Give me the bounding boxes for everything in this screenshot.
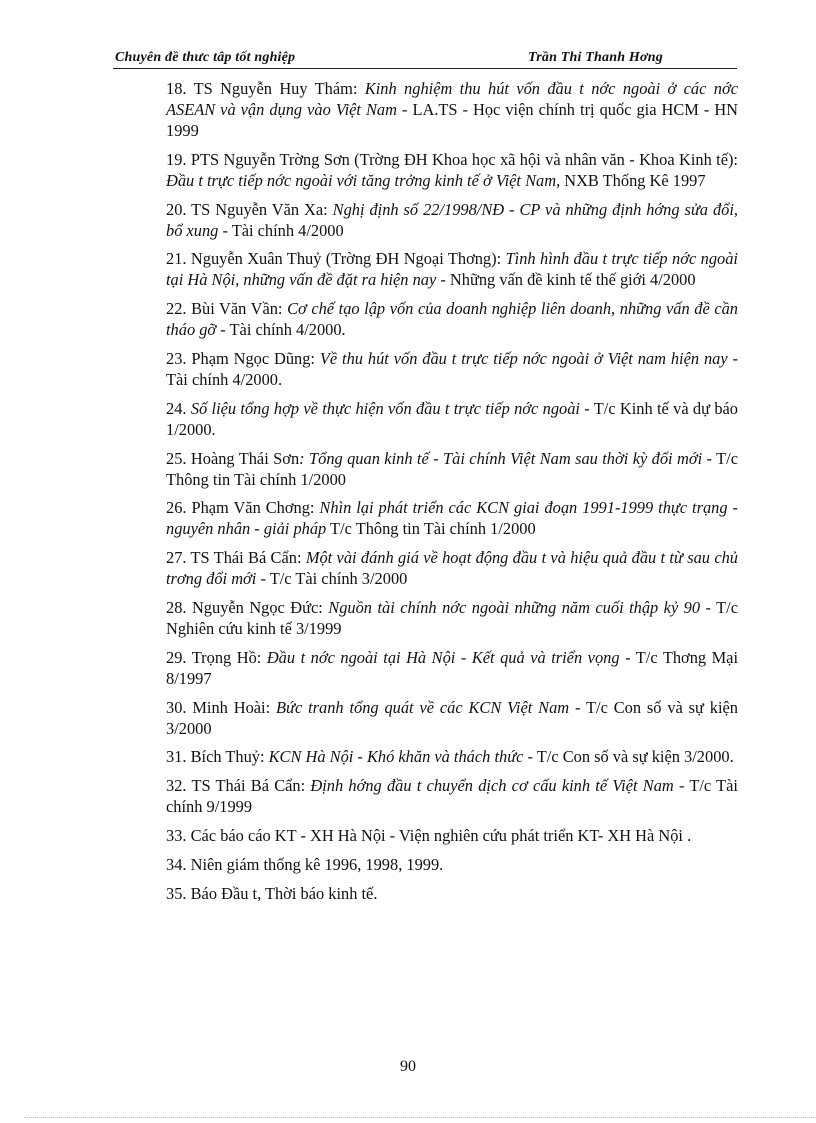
reference-number: 34.: [166, 854, 187, 874]
reference-number: 19.: [166, 149, 187, 169]
reference-title: Kinh nghiệm thu hút vốn đầu t nớc ngoài ở các nớc ASEAN và vận dụng vào Việt Nam: [166, 79, 738, 119]
reference-item: [166, 825, 738, 846]
reference-title: Nhìn lại phát triển các KCN giai đoạn 1991-1999 thực trạng - nguyên nhân - giải pháp: [166, 498, 738, 539]
reference-source: - T/c Con số và sự kiện 3/2000.: [523, 747, 734, 767]
reference-list: [166, 78, 738, 911]
reference-source: - Tài chính 4/2000.: [216, 320, 346, 340]
reference-author: Bùi Văn Vần:: [191, 299, 288, 319]
reference-author: Phạm Văn Chơng:: [191, 498, 320, 518]
reference-source: , NXB Thống Kê 1997: [556, 170, 706, 190]
reference-item: [166, 647, 738, 689]
reference-title: : Tổng quan kinh tế - Tài chính Việt Nam sau thời kỳ đổi mới: [299, 448, 703, 468]
reference-source: - Tài chính 4/2000.: [166, 348, 738, 389]
reference-title: Một vài đánh giá về hoạt động đầu t và hiệu quả đầu t từ sau chủ trơng đổi mới: [166, 548, 738, 589]
reference-author: TS Thái Bá Cẩn:: [191, 776, 311, 796]
reference-author: TS Nguyễn Huy Thám:: [193, 79, 365, 98]
reference-item: [166, 883, 738, 904]
reference-title: KCN Hà Nội - Khó khăn và thách thức: [268, 747, 524, 767]
reference-source: - T/c Nghiên cứu kinh tế 3/1999: [166, 597, 738, 638]
reference-title: Nghị định số 22/1998/NĐ - CP và những định hớng sửa đổi, bổ xung: [166, 199, 738, 240]
reference-title: Cơ chế tạo lập vốn của doanh nghiệp liên doanh, những vấn đề cần tháo gỡ: [166, 299, 738, 340]
reference-author: Niên giám thống kê 1996, 1998, 1999.: [190, 854, 444, 874]
reference-title: Bức tranh tổng quát về các KCN Việt Nam: [276, 697, 570, 717]
reference-author: Minh Hoài:: [192, 697, 277, 717]
reference-number: 22.: [166, 299, 187, 319]
reference-source: - LA.TS - Học viện chính trị quốc gia HCM - HN 1999: [166, 100, 739, 140]
reference-title: Đầu t trực tiếp nớc ngoài với tăng trởng kinh tế ở Việt Nam: [166, 170, 557, 190]
reference-item: [166, 746, 738, 767]
reference-number: 23.: [166, 348, 187, 368]
reference-number: 28.: [166, 597, 187, 617]
reference-item: [166, 547, 738, 589]
reference-item: [166, 775, 738, 817]
page-number: 90: [400, 1058, 416, 1075]
reference-author: TS Nguyễn Văn Xa:: [191, 199, 333, 219]
reference-author: Nguyễn Ngọc Đức:: [191, 597, 329, 617]
reference-item: [166, 448, 738, 490]
reference-title: Định hớng đầu t chuyển dịch cơ cấu kinh tế Việt Nam: [310, 776, 674, 796]
header-thesis-title: Chuyên đề thưc tâp tốt nghiệp: [115, 50, 296, 65]
reference-author: TS Thái Bá Cẩn:: [190, 548, 306, 568]
reference-title: Đầu t nớc ngoài tại Hà Nội - Kết quả và triển vọng: [266, 647, 620, 667]
reference-author: Nguyễn Xuân Thuỷ (Trờng ĐH Ngoại Thơng):: [190, 249, 506, 269]
reference-item: [166, 398, 738, 440]
reference-title: Số liệu tổng hợp về thực hiện vốn đầu t trực tiếp nớc ngoài: [190, 398, 580, 418]
reference-number: 21.: [166, 249, 187, 269]
reference-author: Phạm Ngọc Dũng:: [191, 348, 320, 368]
reference-source: - T/c Kinh tế và dự báo 1/2000.: [166, 398, 738, 439]
page-bottom-divider: [24, 1117, 816, 1118]
reference-author: Bích Thuỷ:: [190, 747, 269, 767]
header-divider: [113, 68, 737, 69]
reference-item: [166, 348, 738, 390]
header-author: Trần Thi Thanh Hơng: [528, 50, 663, 65]
reference-item: [166, 697, 738, 739]
reference-item: [166, 497, 738, 539]
reference-item: [166, 248, 738, 290]
reference-item: [166, 854, 738, 875]
reference-number: 31.: [166, 747, 187, 767]
reference-author: Trọng Hồ:: [191, 647, 267, 667]
reference-item: [166, 298, 738, 340]
reference-source: - T/c Con số và sự kiện 3/2000: [166, 697, 738, 738]
reference-title: Về thu hút vốn đầu t trực tiếp nớc ngoài ở Việt nam hiện nay: [319, 348, 728, 368]
reference-source: T/c Thông tin Tài chính 1/2000: [326, 519, 536, 539]
reference-number: 26.: [166, 498, 187, 518]
reference-number: 30.: [166, 697, 187, 717]
reference-source: - T/c Tài chính 9/1999: [166, 776, 738, 817]
page-header: [113, 48, 736, 68]
reference-item: [166, 199, 738, 241]
reference-title: Nguồn tài chính nớc ngoài những năm cuối thập kỷ 90: [328, 597, 701, 617]
reference-number: 24.: [166, 398, 187, 418]
reference-title: Tình hình đầu t trực tiếp nớc ngoài tại Hà Nội, những vấn đề đặt ra hiện nay: [166, 249, 738, 290]
reference-item: [166, 149, 738, 191]
reference-source: - T/c Thơng Mại 8/1997: [166, 647, 739, 688]
reference-source: - T/c Tài chính 3/2000: [256, 569, 408, 589]
reference-number: 18.: [166, 79, 187, 98]
reference-number: 29.: [166, 647, 187, 667]
reference-author: Báo Đầu t, Thời báo kinh tế.: [190, 883, 378, 903]
reference-author: PTS Nguyễn Trờng Sơn (Trờng ĐH Khoa học xã hội và nhân văn - Khoa Kinh tế):: [190, 149, 738, 169]
reference-source: - T/c Thông tin Tài chính 1/2000: [166, 448, 738, 489]
reference-number: 27.: [166, 548, 187, 568]
reference-number: 32.: [166, 776, 187, 796]
reference-number: 25.: [166, 448, 187, 468]
reference-author: Hoàng Thái Sơn: [190, 448, 300, 468]
reference-author: Các báo cáo KT - XH Hà Nội - Viện nghiên cứu phát triển KT- XH Hà Nội .: [190, 825, 692, 845]
reference-item: [166, 597, 738, 639]
reference-number: 33.: [166, 825, 187, 845]
reference-number: 35.: [166, 883, 187, 903]
reference-item: [166, 78, 738, 141]
reference-source: - Những vấn đề kinh tế thế giới 4/2000: [436, 270, 696, 290]
reference-number: 20.: [166, 199, 187, 219]
reference-source: - Tài chính 4/2000: [218, 220, 344, 240]
